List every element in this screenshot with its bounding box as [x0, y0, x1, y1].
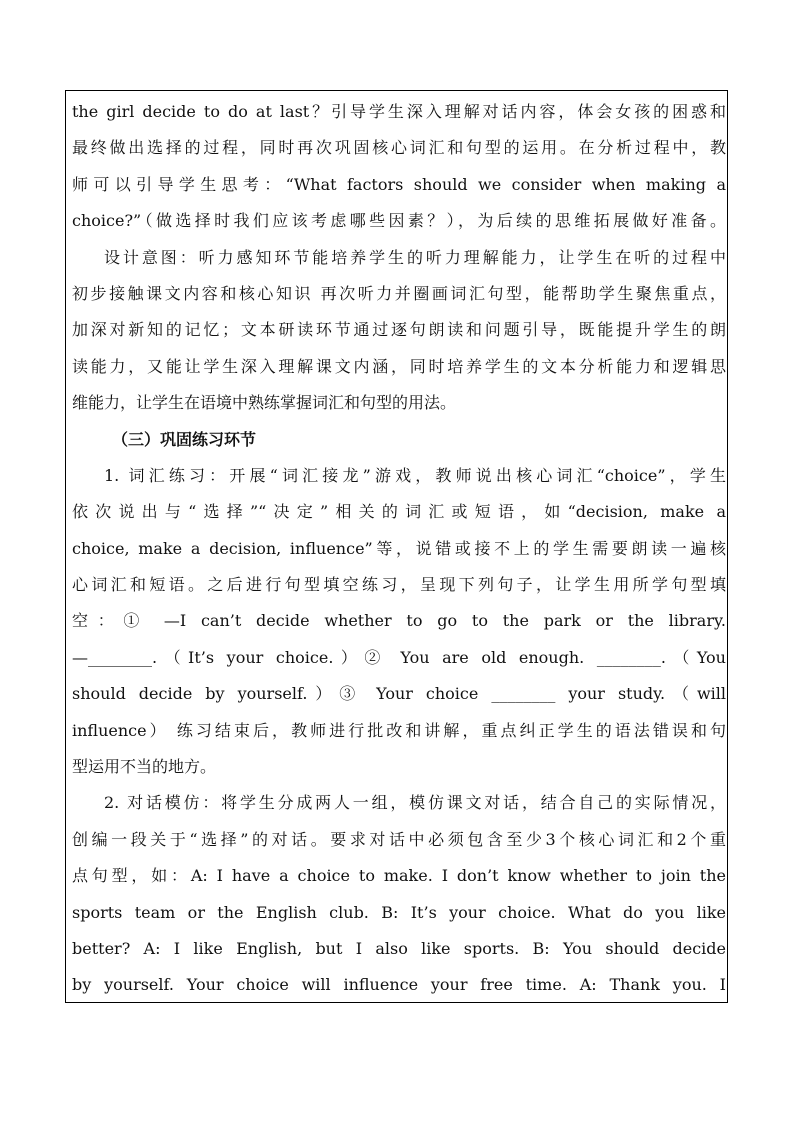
- paragraph-start-line: 设计意图：听力感知环节能培养学生的听力理解能力，让学生在听的过程中: [104, 247, 726, 267]
- document-body: [72, 94, 726, 1004]
- paragraph-start-line: 2. 对话模仿：将学生分成两人一组，模仿课文对话，结合自己的实际情况，: [104, 793, 726, 813]
- text-line: 心词汇和短语。之后进行句型填空练习，呈现下列句子，让学生用所学句型填: [72, 575, 726, 595]
- text-line: 最终做出选择的过程，同时再次巩固核心词汇和句型的运用。在分析过程中，教: [72, 138, 726, 158]
- text-line: 型运用不当的地方。: [72, 757, 217, 777]
- text-line: should decide by yourself.）③ Your choice ________ your study.（will: [72, 684, 726, 704]
- text-line: 初步接触课文内容和核心知识 再次听力并圈画词汇句型，能帮助学生聚焦重点，: [72, 283, 726, 303]
- paragraph-start-line: 1. 词汇练习：开展“词汇接龙”游戏，教师说出核心词汇“choice”，学生: [104, 465, 726, 485]
- text-line: better? A: I like English, but I also like sports. B: You should decide: [72, 938, 726, 958]
- text-line: influence） 练习结束后，教师进行批改和讲解，重点纠正学生的语法错误和句: [72, 720, 726, 740]
- text-line: 点句型，如：A: I have a choice to make. I don’t know whether to join the: [72, 866, 726, 886]
- text-line: choice?”（做选择时我们应该考虑哪些因素？），为后续的思维拓展做好准备。: [72, 211, 726, 231]
- section-heading: （三）巩固练习环节: [112, 429, 257, 449]
- text-line: 依次说出与“选择”“决定”相关的词汇或短语，如“decision, make a: [72, 502, 726, 522]
- text-line: sports team or the English club. B: It’s your choice. What do you like: [72, 902, 726, 922]
- text-line: the girl decide to do at last？引导学生深入理解对话内容，体会女孩的困惑和: [72, 102, 726, 121]
- text-line: 师可以引导学生思考：“What factors should we consider when making a: [72, 174, 726, 194]
- text-line: 加深对新知的记忆；文本研读环节通过逐句朗读和问题引导，既能提升学生的朗: [72, 320, 726, 340]
- text-line: 读能力，又能让学生深入理解课文内涵，同时培养学生的文本分析能力和逻辑思: [72, 356, 726, 376]
- text-line: —________.（It’s your choice.）② You are old enough. ________.（You: [72, 647, 726, 667]
- text-line: choice, make a decision, influence”等，说错或接不上的学生需要朗读一遍核: [72, 538, 726, 558]
- text-line: 空：① —I can’t decide whether to go to the park or the library.: [72, 611, 726, 631]
- text-line: 创编一段关于“选择”的对话。要求对话中必须包含至少3个核心词汇和2个重: [72, 829, 726, 849]
- text-line: by yourself. Your choice will influence your free time. A: Thank you. I: [72, 975, 726, 995]
- text-line: 维能力，让学生在语境中熟练掌握词汇和句型的用法。: [72, 393, 457, 413]
